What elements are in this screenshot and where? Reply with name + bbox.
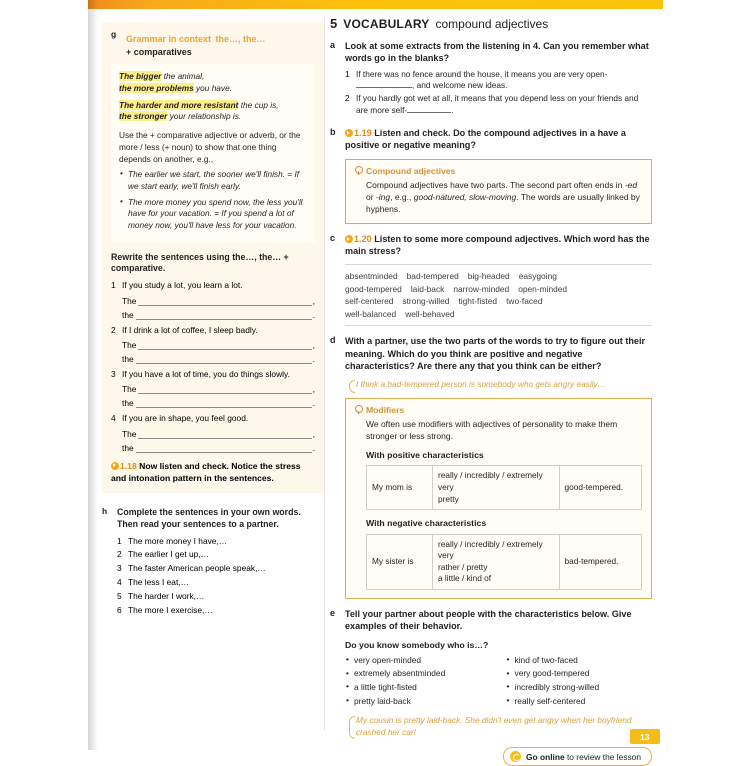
exercise-b-instruction-ref: a — [590, 127, 596, 138]
grammar-example-2-hl1: The harder and more resistant — [119, 99, 239, 110]
grammar-title: Grammar in context — [126, 34, 212, 44]
a-item-1-blank[interactable] — [356, 80, 412, 88]
table-row — [367, 466, 642, 510]
rewrite-item-3-number: 3 — [111, 368, 116, 379]
info-italic-3: good-natured, slow-moving — [413, 191, 517, 202]
grammar-subtitle: + comparatives — [126, 47, 192, 57]
exercise-e-speech-bubble: My cousin is pretty laid-back. She didn't even get angry when her boyfriend crashed her car! — [349, 715, 652, 738]
rewrite-item-3-answer-1[interactable] — [122, 384, 315, 394]
grammar-in-context-box — [102, 22, 324, 493]
exercise-label-b: b — [330, 126, 336, 137]
positive-modifiers-cell — [433, 466, 560, 510]
exercise-a-instruction-post: . Can you remember what words go in the blanks? — [345, 41, 649, 64]
h-item-1-number: 1 — [117, 535, 122, 546]
rewrite-item-2-punct-1: , — [312, 339, 315, 350]
go-online-area — [330, 747, 652, 766]
exercise-d-speech-bubble: I think a bad-tempered person is somebody who gets angry easily… — [349, 379, 652, 391]
grammar-example-2-hl2: the stronger — [119, 111, 168, 122]
word-easygoing: easygoing — [518, 271, 557, 282]
positive-adjective-cell: good-tempered. — [559, 466, 642, 510]
rewrite-item-4-rule-2[interactable] — [136, 444, 312, 453]
positive-modifiers-table — [366, 465, 642, 510]
positive-subject-cell: My mom is — [367, 466, 433, 510]
h-item-4-number: 4 — [117, 577, 122, 588]
a-item-1-pre: If there was no fence around the house, it means you are very open- — [356, 68, 608, 79]
a-item-1-text — [356, 69, 652, 92]
list-item — [117, 577, 324, 588]
grammar-bullet-1: • The earlier we start, the sooner we'll finish. = If we start early, we'll finish early. — [119, 169, 307, 192]
a-item-2-text — [356, 93, 652, 116]
h-item-2-number: 2 — [117, 549, 122, 560]
negative-subject-cell: My sister is — [367, 534, 433, 589]
left-column — [102, 22, 324, 616]
rewrite-item-1-word-2: the — [122, 309, 134, 320]
lightbulb-icon — [355, 166, 362, 175]
grammar-example-2-rest2: your relationship is. — [167, 111, 242, 122]
rewrite-item-1-word-1: The — [122, 295, 137, 306]
grammar-bullet-list — [119, 169, 307, 231]
word-good-tempered: good-tempered — [345, 283, 402, 294]
exercise-c-instruction-text: Listen to some more compound adjectives. Which word has the main stress? — [345, 233, 650, 257]
exercise-b-instruction-post: have a positive or negative meaning? — [345, 127, 626, 151]
rewrite-item-2-answer-1[interactable] — [122, 340, 315, 350]
rewrite-item-2-rule-2[interactable] — [136, 355, 312, 364]
grammar-bullet-2: • The more money you spend now, the less you'll have for your vacation. = If you spend a lot of money now, you'll have less for your vacation. — [119, 197, 307, 232]
negative-modifier-2: very — [438, 550, 454, 561]
word-well-behaved: well-behaved — [405, 308, 455, 319]
grammar-example-2 — [119, 100, 307, 124]
exercise-a-instruction — [345, 40, 652, 65]
rewrite-item-3-answer-2[interactable] — [122, 398, 315, 408]
grammar-example-1-rest2: you have. — [193, 82, 232, 93]
word-laid-back: laid-back — [410, 283, 445, 294]
grammar-audio-instruction — [111, 461, 315, 485]
unit-header — [330, 16, 652, 31]
rewrite-item-2-word-1: The — [122, 339, 137, 350]
word-strong-willed: strong-willed — [402, 296, 450, 307]
rewrite-item-4-rule-1[interactable] — [138, 430, 311, 439]
word-tight-fisted: tight-fisted — [458, 296, 498, 307]
exercise-b — [330, 127, 652, 224]
h-item-6-number: 6 — [117, 604, 122, 615]
unit-subtitle: compound adjectives — [435, 17, 549, 31]
exercise-b-instruction — [345, 127, 652, 152]
rewrite-item-2-punct-2: . — [312, 353, 315, 364]
grammar-example-1-hl2: the more problems — [119, 82, 194, 93]
list-item: • a little tight-fisted — [345, 681, 492, 695]
globe-icon — [510, 751, 521, 762]
positive-characteristics-heading: With positive characteristics — [366, 450, 484, 461]
rewrite-item-1-text: If you study a lot, you learn a lot. — [122, 280, 243, 291]
exercise-a-instruction-ref: 4 — [532, 41, 539, 51]
rewrite-item-2-number: 2 — [111, 324, 116, 335]
grammar-audio-text: Now listen and check. Notice the stress and intonation pattern in the sentences. — [111, 460, 301, 483]
negative-modifiers-table — [366, 534, 642, 590]
list-item: • incredibly strong-willed — [506, 681, 653, 695]
a-item-2-post: . — [451, 104, 454, 115]
grammar-example-2-rest1: the cup is, — [238, 99, 279, 110]
word-self-centered: self-centered — [345, 296, 394, 307]
word-bank-row — [345, 295, 652, 307]
list-item — [117, 549, 324, 560]
info-italic-2: -ing — [375, 191, 391, 202]
grammar-example-1-rest1: the animal, — [161, 71, 205, 81]
exercise-label-a: a — [330, 40, 336, 50]
rewrite-item-4-punct-2: . — [312, 442, 315, 453]
exercise-label-h: h — [102, 506, 108, 517]
negative-adjective-cell: bad-tempered. — [559, 534, 642, 589]
h-item-5-text: The harder I work,… — [128, 590, 205, 601]
unit-number: 5 — [330, 16, 338, 31]
page-left-gutter — [0, 0, 88, 750]
rewrite-item-2-text: If I drink a lot of coffee, I sleep badly. — [122, 324, 258, 335]
rewrite-item-1-rule-1[interactable] — [138, 297, 311, 306]
exercise-label-c: c — [330, 232, 336, 243]
negative-characteristics-heading: With negative characteristics — [366, 518, 487, 529]
list-item — [117, 605, 324, 616]
go-online-button[interactable] — [503, 747, 652, 766]
audio-play-icon[interactable] — [345, 129, 353, 137]
audio-play-icon[interactable] — [111, 462, 119, 470]
word-bank-row — [345, 270, 652, 282]
grammar-example-1 — [119, 71, 307, 95]
exercise-c — [330, 233, 652, 326]
word-bank-row — [345, 283, 652, 295]
rewrite-item-3-word-2: the — [122, 398, 134, 409]
list-item: • extremely absentminded — [345, 667, 492, 681]
negative-modifier-4: a little / kind of — [438, 573, 492, 584]
characteristics-column-1 — [345, 654, 492, 708]
a-item-1-number: 1 — [345, 68, 350, 79]
go-online-rest: to review the lesson — [564, 751, 641, 762]
h-item-5-number: 5 — [117, 590, 122, 601]
exercise-d — [330, 335, 652, 599]
word-two-faced: two-faced — [506, 296, 543, 307]
positive-modifier-3: pretty — [438, 493, 459, 504]
rewrite-item-3 — [111, 369, 315, 380]
rewrite-item-4-word-2: the — [122, 442, 134, 453]
modifiers-heading — [355, 405, 642, 415]
list-item — [345, 93, 652, 116]
word-bad-tempered: bad-tempered — [406, 271, 459, 282]
exercise-h — [102, 506, 324, 530]
compound-adjectives-word-bank — [345, 264, 652, 326]
page-top-accent-bar — [88, 0, 663, 9]
modifiers-info-box — [345, 398, 652, 599]
grammar-rule-text: Use the + comparative adjective or adverb, or the more / less (+ noun) to show that one thing depends on another, e.g., — [119, 130, 301, 164]
rewrite-item-4-text: If you are in shape, you feel good. — [122, 413, 249, 424]
rewrite-item-4-word-1: The — [122, 428, 137, 439]
info-italic-1: -ed — [624, 179, 638, 190]
h-item-3-text: The faster American people speak,… — [128, 563, 266, 574]
list-item: • pretty laid-back — [345, 695, 492, 709]
rewrite-item-2-rule-1[interactable] — [138, 341, 311, 350]
list-item — [117, 591, 324, 602]
info-box-title: Compound adjectives — [366, 165, 456, 176]
info-box-heading — [355, 166, 642, 176]
exercise-label-g: g — [111, 29, 117, 39]
rewrite-item-3-rule-2[interactable] — [136, 399, 312, 408]
exercise-b-instruction-pre: Listen and check. Do the compound adjectives in — [374, 127, 591, 138]
list-item: • kind of two-faced — [506, 654, 653, 668]
go-online-label: Go online — [526, 751, 565, 762]
rewrite-item-4-answer-1[interactable] — [122, 429, 315, 439]
compound-adjectives-info-box — [345, 159, 652, 224]
table-row — [367, 534, 642, 589]
rewrite-item-1-number: 1 — [111, 280, 116, 291]
list-item: • very open-minded — [345, 654, 492, 668]
list-item — [117, 563, 324, 574]
exercise-a-instruction-pre: Look at some extracts from the listening in — [345, 41, 533, 51]
info-body-4: . The words are usually linked by hyphens. — [366, 191, 640, 214]
rewrite-instruction: Rewrite the sentences using the…, the… + comparative. — [111, 251, 289, 274]
negative-modifier-3: rather / pretty — [438, 561, 488, 572]
rewrite-item-4 — [111, 413, 315, 424]
positive-modifier-1: really / incredibly / extremely — [438, 470, 543, 481]
rewrite-item-1 — [111, 280, 315, 291]
exercise-e — [330, 608, 652, 738]
exercise-d-instruction: With a partner, use the two parts of the words to try to figure out their meaning. Which do you think are positive and negative characteristics? Are there any that you think can be either? — [345, 336, 646, 371]
negative-modifier-1: really / incredibly / extremely — [438, 538, 543, 549]
list-item: • very good-tempered — [506, 667, 653, 681]
modifiers-body: We often use modifiers with adjectives of personality to make them stronger or less strong. — [366, 418, 618, 441]
column-divider — [324, 18, 325, 730]
h-item-1-text: The more money I have,… — [128, 535, 228, 546]
textbook-page — [88, 0, 663, 762]
rewrite-item-2 — [111, 325, 315, 336]
rewrite-item-4-number: 4 — [111, 413, 116, 424]
h-item-4-text: The less I eat,… — [128, 577, 189, 588]
info-body-1: Compound adjectives have two parts. The second part often ends in — [366, 179, 625, 190]
grammar-example-1-hl1: The bigger — [119, 71, 162, 81]
exercise-label-e: e — [330, 607, 336, 618]
list-item: • really self-centered — [506, 695, 653, 709]
rewrite-item-3-punct-2: . — [312, 398, 315, 409]
word-well-balanced: well-balanced — [345, 308, 397, 319]
characteristics-column-2 — [506, 654, 653, 708]
h-item-2-text: The earlier I get up,… — [128, 549, 209, 560]
unit-title: VOCABULARY — [343, 17, 430, 31]
exercise-e-prompt: Do you know somebody who is…? — [345, 639, 489, 650]
rewrite-item-3-punct-1: , — [312, 384, 315, 395]
exercise-c-instruction — [345, 233, 652, 258]
exercise-c-audio-track: 1.20 — [354, 233, 372, 244]
exercise-b-audio-track: 1.19 — [354, 127, 372, 138]
h-item-6-text: The more I exercise,… — [128, 604, 213, 615]
grammar-heading — [111, 29, 315, 57]
rewrite-item-4-answer-2[interactable] — [122, 443, 315, 453]
rewrite-item-1-rule-2[interactable] — [136, 311, 312, 320]
info-box-body — [355, 179, 642, 215]
exercise-e-instruction: Tell your partner about people with the characteristics below. Give examples of their behavior. — [345, 608, 632, 632]
word-narrow-minded: narrow-minded — [453, 283, 510, 294]
positive-modifier-2: very — [438, 481, 454, 492]
rewrite-item-2-answer-2[interactable] — [122, 354, 315, 364]
rewrite-item-1-answer-2[interactable] — [122, 310, 315, 320]
page-number-badge: 13 — [630, 729, 660, 744]
grammar-audio-track: 1.18 — [120, 460, 137, 471]
a-item-1-post: , and welcome new ideas. — [412, 80, 508, 90]
exercise-h-instruction: Complete the sentences in your own words. Then read your sentences to a partner. — [117, 507, 301, 530]
a-item-2-blank[interactable] — [407, 104, 454, 115]
word-open-minded: open-minded — [518, 283, 568, 294]
grammar-title-italic: the…, the… — [215, 34, 266, 44]
rewrite-item-1-answer-1[interactable] — [122, 296, 315, 306]
word-bank-row — [345, 308, 652, 320]
rewrite-item-3-text: If you have a lot of time, you do things slowly. — [122, 368, 290, 379]
rewrite-item-3-rule-1[interactable] — [138, 385, 311, 394]
exercise-a-items — [345, 69, 652, 116]
exercise-a — [330, 40, 652, 118]
list-item — [117, 536, 324, 547]
info-body-2: or — [366, 191, 376, 202]
exercise-h-list — [117, 536, 324, 617]
grammar-explanation-panel — [111, 64, 315, 243]
rewrite-item-3-word-1: The — [122, 384, 137, 395]
lightbulb-icon — [355, 405, 362, 414]
rewrite-item-2-word-2: the — [122, 353, 134, 364]
rewrite-item-1-punct-1: , — [312, 295, 315, 306]
info-body-3: , e.g., — [390, 191, 414, 202]
exercise-e-characteristics — [345, 654, 652, 708]
exercise-label-d: d — [330, 335, 336, 346]
audio-play-icon[interactable] — [345, 235, 353, 243]
h-item-3-number: 3 — [117, 563, 122, 574]
rewrite-item-4-punct-1: , — [312, 428, 315, 439]
negative-modifiers-cell — [433, 534, 560, 589]
word-absentminded: absentminded — [345, 271, 398, 282]
a-item-2-number: 2 — [345, 93, 350, 104]
right-column — [330, 16, 652, 766]
a-item-2-pre: If you hardly got wet at all, it means that you depend less on your friends and are more self- — [356, 93, 639, 115]
rewrite-item-1-punct-2: . — [312, 309, 315, 320]
modifiers-title: Modifiers — [366, 404, 405, 415]
list-item — [345, 69, 652, 92]
word-big-headed: big-headed — [467, 271, 510, 282]
